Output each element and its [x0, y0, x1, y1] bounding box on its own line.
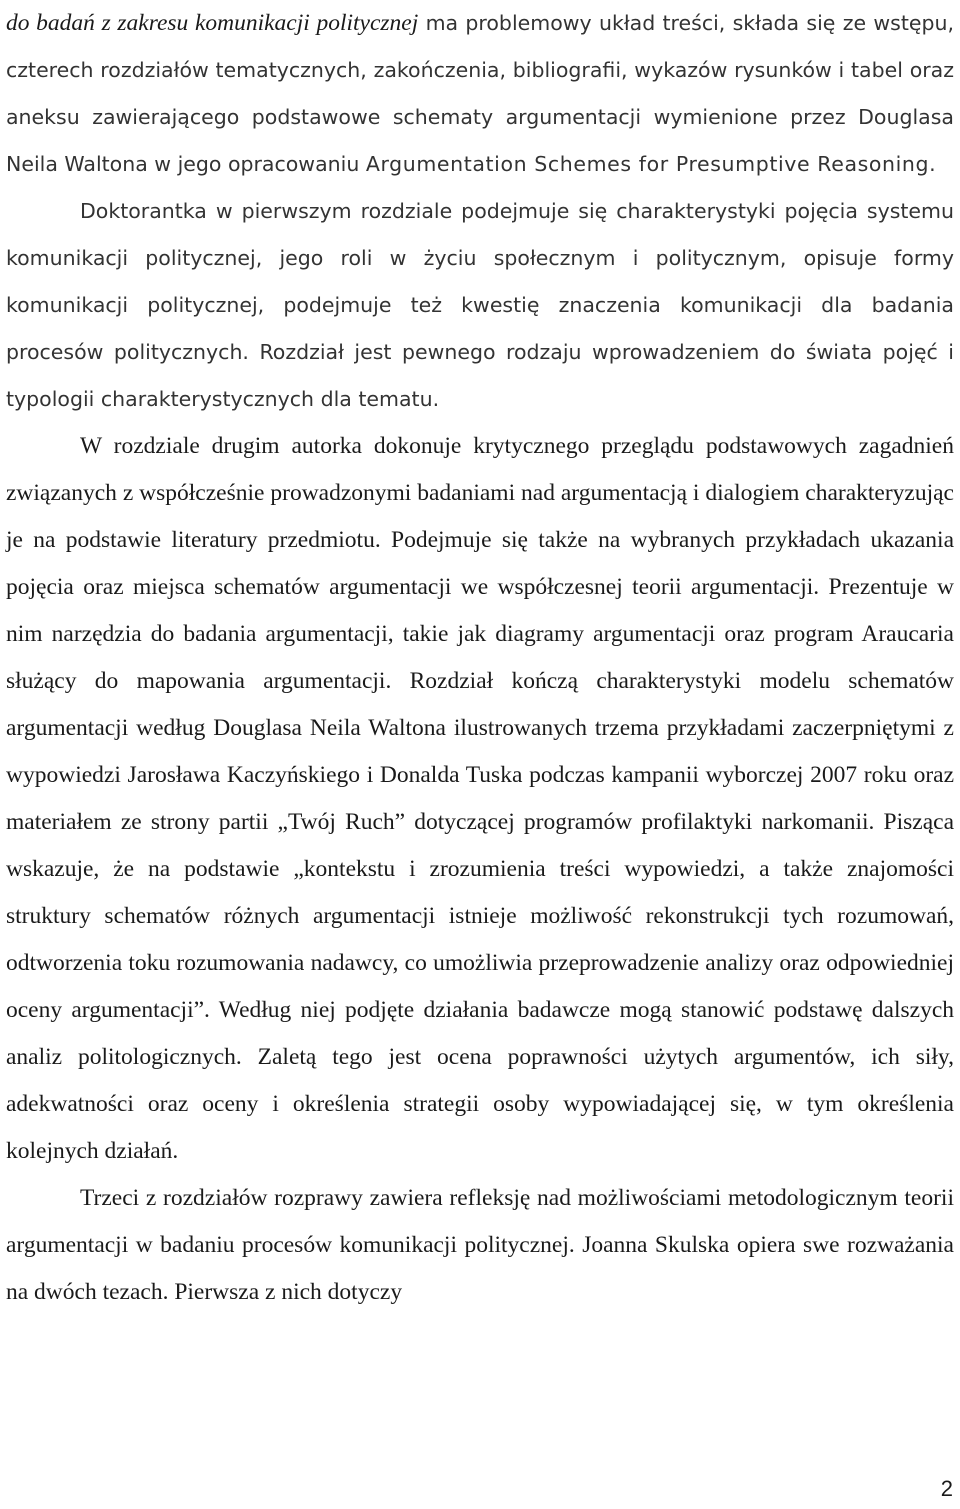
text-run: ma problemowy układ treści, składa się ze wstępu, czterech rozdziałów tematycznych, zakończenia, bibliografii, wykazów rysunków i tabel oraz aneksu zawierającego podstawowe schematy argumentacji wymienione przez Douglasa Neila Waltona w jego opracowaniu: [6, 11, 954, 176]
paragraph-chapter-1: [6, 188, 954, 423]
text-run: Trzeci z rozdziałów rozprawy zawiera refleksję nad możliwościami metodologicznym teorii argumentacji w badaniu procesów komunikacji politycznej. Joanna Skulska opiera swe rozważania na dwóch tezach. Pierwsza z nich dotyczy: [6, 1185, 954, 1305]
text-run: .: [929, 152, 936, 176]
book-title: Argumentation Schemes for Presumptive Reasoning: [365, 152, 930, 176]
text-run: Rozdział jest pewnego rodzaju wprowadzeniem do świata pojęć i typologii charakterystycznych dla tematu.: [6, 340, 954, 411]
text-run: W rozdziale drugim autorka dokonuje krytycznego przeglądu podstawowych zagadnień związanych z współcześnie prowadzonymi badaniami nad argumentacją i dialogiem charakteryzując je na podstawie literatury przedmiotu. Podejmuje się także na wybranych przykładach ukazania pojęcia oraz miejsca schematów argumentacji we współczesnej teorii argumentacji. Prezentuje w nim narzędzia do badania argumentacji, takie jak diagramy argumentacji oraz program Araucaria służący do mapowania argumentacji. Rozdział kończą charakterystyki modelu schematów argumentacji według Douglasa Neila Waltona ilustrowanych trzema przykładami zaczerpniętymi z wypowiedzi Jarosława Kaczyńskiego i Donalda Tuska podczas kampanii wyborczej 2007 roku oraz materiałem ze strony partii „Twój Ruch” dotyczącej programów profilaktyki narkomanii. Pisząca wskazuje, że na podstawie „kontekstu i zrozumienia treści wypowiedzi, a także znajomości struktury schematów różnych argumentacji istnieje możliwość rekonstrukcji tych rozumowań, odtworzenia toku rozumowania nadawcy, co umożliwia przeprowadzenie analizy oraz odpowiedniej oceny argumentacji”. Według niej podjęte działania badawcze mogą stanowić podstawę dalszych analiz politologicznych. Zaletą tego jest ocena poprawności użytych argumentów, ich siły, adekwatności oraz oceny i określenia strategii osoby wypowiadającej się, w tym określenia kolejnych działań.: [6, 433, 954, 1164]
paragraph-intro: [6, 0, 954, 188]
page-number: 2: [940, 1476, 953, 1501]
text-run: do badań z zakresu komunikacji politycznej: [6, 10, 419, 36]
paragraph-chapter-2: [6, 423, 954, 1175]
paragraph-chapter-3: [6, 1175, 954, 1316]
text-run: Doktorantka w pierwszym rozdziale podejmuje się charakterystyki pojęcia systemu komunikacji politycznej, jego roli w życiu społecznym i politycznym, opisuje formy komunikacji politycznej, podejmuje też kwestię znaczenia komunikacji dla badania procesów politycznych.: [6, 199, 954, 364]
document-body: [6, 0, 954, 1316]
